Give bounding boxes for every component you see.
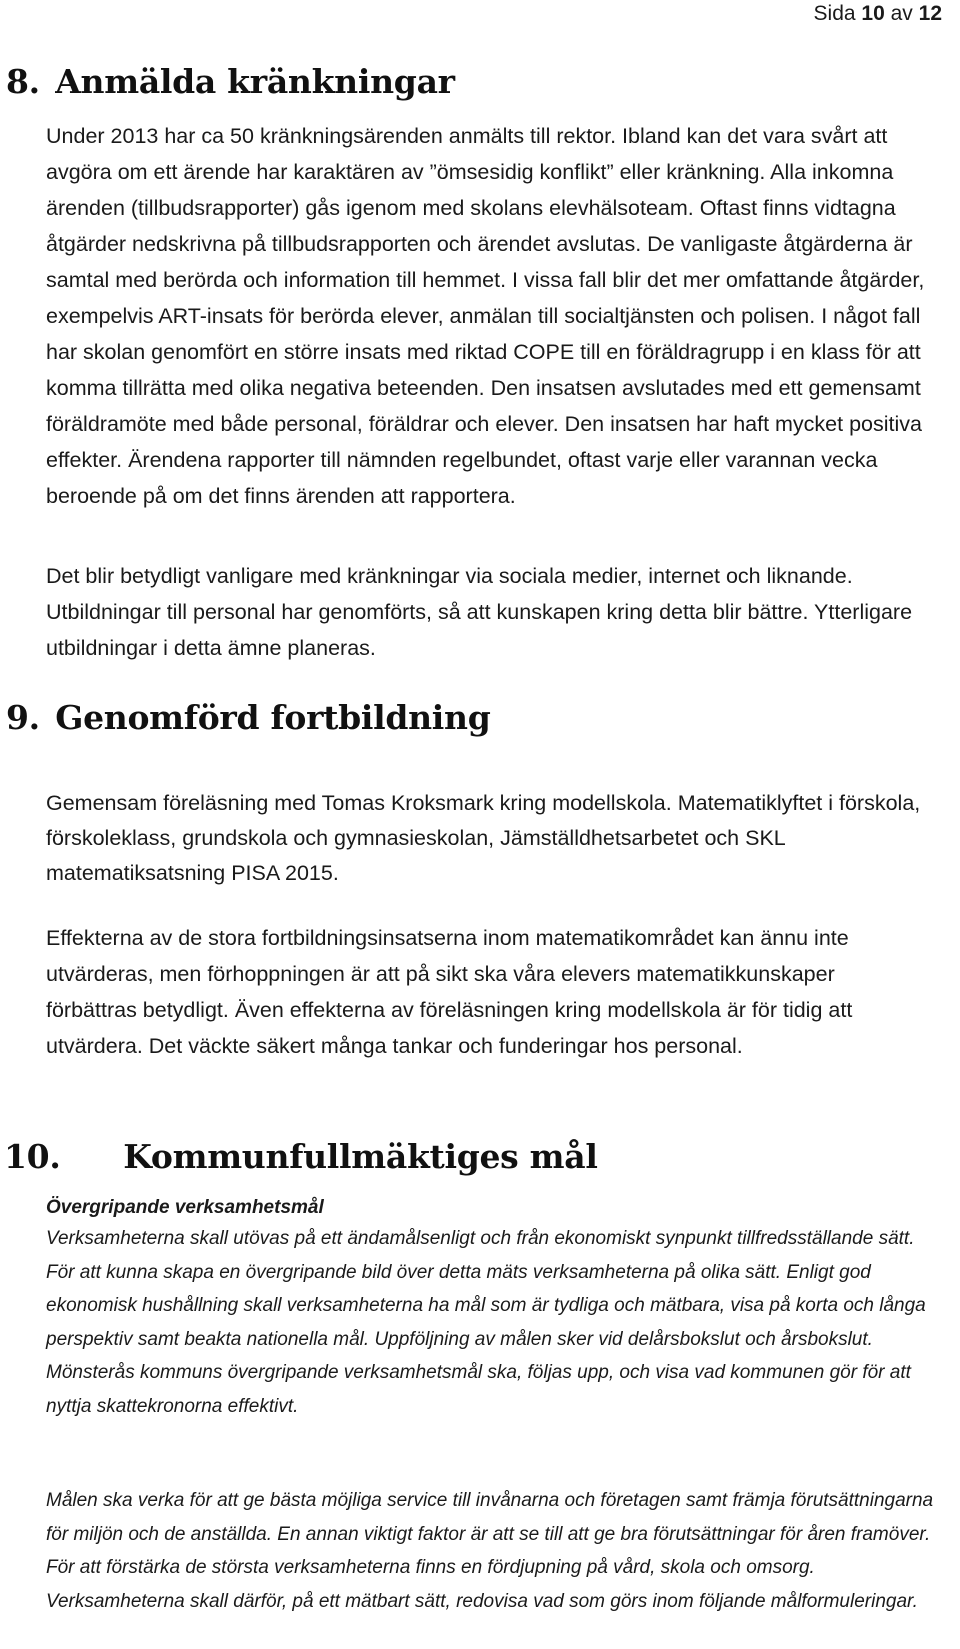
section-10-paragraph-2: Målen ska verka för att ge bästa möjliga service till invånarna och företagen samt främja förutsättningarna för miljön och de anställda. En annan viktigt faktor är att se till att ge bra förutsättningar för åren framöver. För att förstärka de största verksamheterna finns en fördjupning på vård, skola och omsorg. Verksamheterna skall därför, på ett mätbart sätt, redovisa vad som görs inom följande målformuleringar. bbox=[46, 1490, 934, 1612]
section-9-heading bbox=[6, 698, 491, 737]
section-10-heading bbox=[4, 1137, 598, 1176]
section-10-paragraph-1: Verksamheterna skall utövas på ett ändamålsenligt och från ekonomiskt synpunkt tillfredsställande sätt. För att kunna skapa en övergripande bild över detta mäts verksamheterna på olika sätt. Enligt god ekonomisk hushållning skall verksamheterna ha mål som är tydliga och mätbara, visa på korta och långa perspektiv samt beakta nationella mål. Uppföljning av målen sker vid delårsbokslut och årsbokslut. Mönsterås kommuns övergripande verksamhetsmål ska, följas upp, och visa vad kommunen gör för att nyttja skattekronorna effektivt. bbox=[46, 1228, 926, 1417]
page-label-mid: av bbox=[890, 2, 913, 25]
section-10-number: 10. bbox=[4, 1137, 61, 1176]
section-9-paragraph-1: Gemensam föreläsning med Tomas Kroksmark kring modellskola. Matematiklyftet i förskola, förskoleklass, grundskola och gymnasieskolan, Jämställdhetsarbetet och SKL matematiksatsning PISA 2015. bbox=[46, 791, 921, 885]
page-total: 12 bbox=[918, 2, 942, 25]
section-10-subheading: Övergripande verksamhetsmål bbox=[46, 1197, 324, 1218]
page-current: 10 bbox=[861, 2, 885, 25]
section-10-title: Kommunfullmäktiges mål bbox=[123, 1137, 598, 1176]
section-8-paragraph-1: Under 2013 har ca 50 kränkningsärenden anmälts till rektor. Ibland kan det vara svårt att avgöra om ett ärende har karaktären av ”ömsesidig konflikt” eller kränkning. Alla inkomna ärenden (tillbudsrapporter) gås igenom med skolans elevhälsoteam. Oftast finns vidtagna åtgärder nedskrivna på tillbudsrapporten och ärendet avslutas. De vanligaste åtgärderna är samtal med berörda och information till hemmet. I vissa fall blir det mer omfattande åtgärder, exempelvis ART-insats för berörda elever, anmälan till socialtjänsten och polisen. I något fall har skolan genomfört en större insats med riktad COPE till en föräldragrupp i en klass för att komma tillrätta med olika negativa beteenden. Den insatsen avslutades med ett gemensamt föräldramöte med både personal, föräldrar och elever. Den insatsen har haft mycket positiva effekter. Ärendena rapporter till nämnden regelbundet, oftast varje eller varannan vecka beroende på om det finns ärenden att rapportera. bbox=[46, 124, 925, 508]
page-number bbox=[814, 2, 942, 26]
section-8-title: Anmälda kränkningar bbox=[55, 62, 455, 101]
page-label-prefix: Sida bbox=[813, 2, 856, 25]
section-8-heading bbox=[6, 62, 455, 101]
section-9-paragraph-2: Effekterna av de stora fortbildningsinsatserna inom matematikområdet kan ännu inte utvärderas, men förhoppningen är att på sikt ska våra elevers matematikkunskaper förbättras betydligt. Även effekterna av föreläsningen kring modellskola är för tidig att utvärdera. Det väckte säkert många tankar och funderingar hos personal. bbox=[46, 926, 853, 1058]
section-8-paragraph-2: Det blir betydligt vanligare med kränkningar via sociala medier, internet och liknande. Utbildningar till personal har genomförts, så att kunskapen kring detta blir bättre. Ytterligare utbildningar i detta ämne planeras. bbox=[46, 564, 913, 660]
section-9-number: 9. bbox=[6, 698, 40, 737]
section-9-title: Genomförd fortbildning bbox=[55, 698, 491, 737]
section-8-number: 8. bbox=[6, 62, 40, 101]
